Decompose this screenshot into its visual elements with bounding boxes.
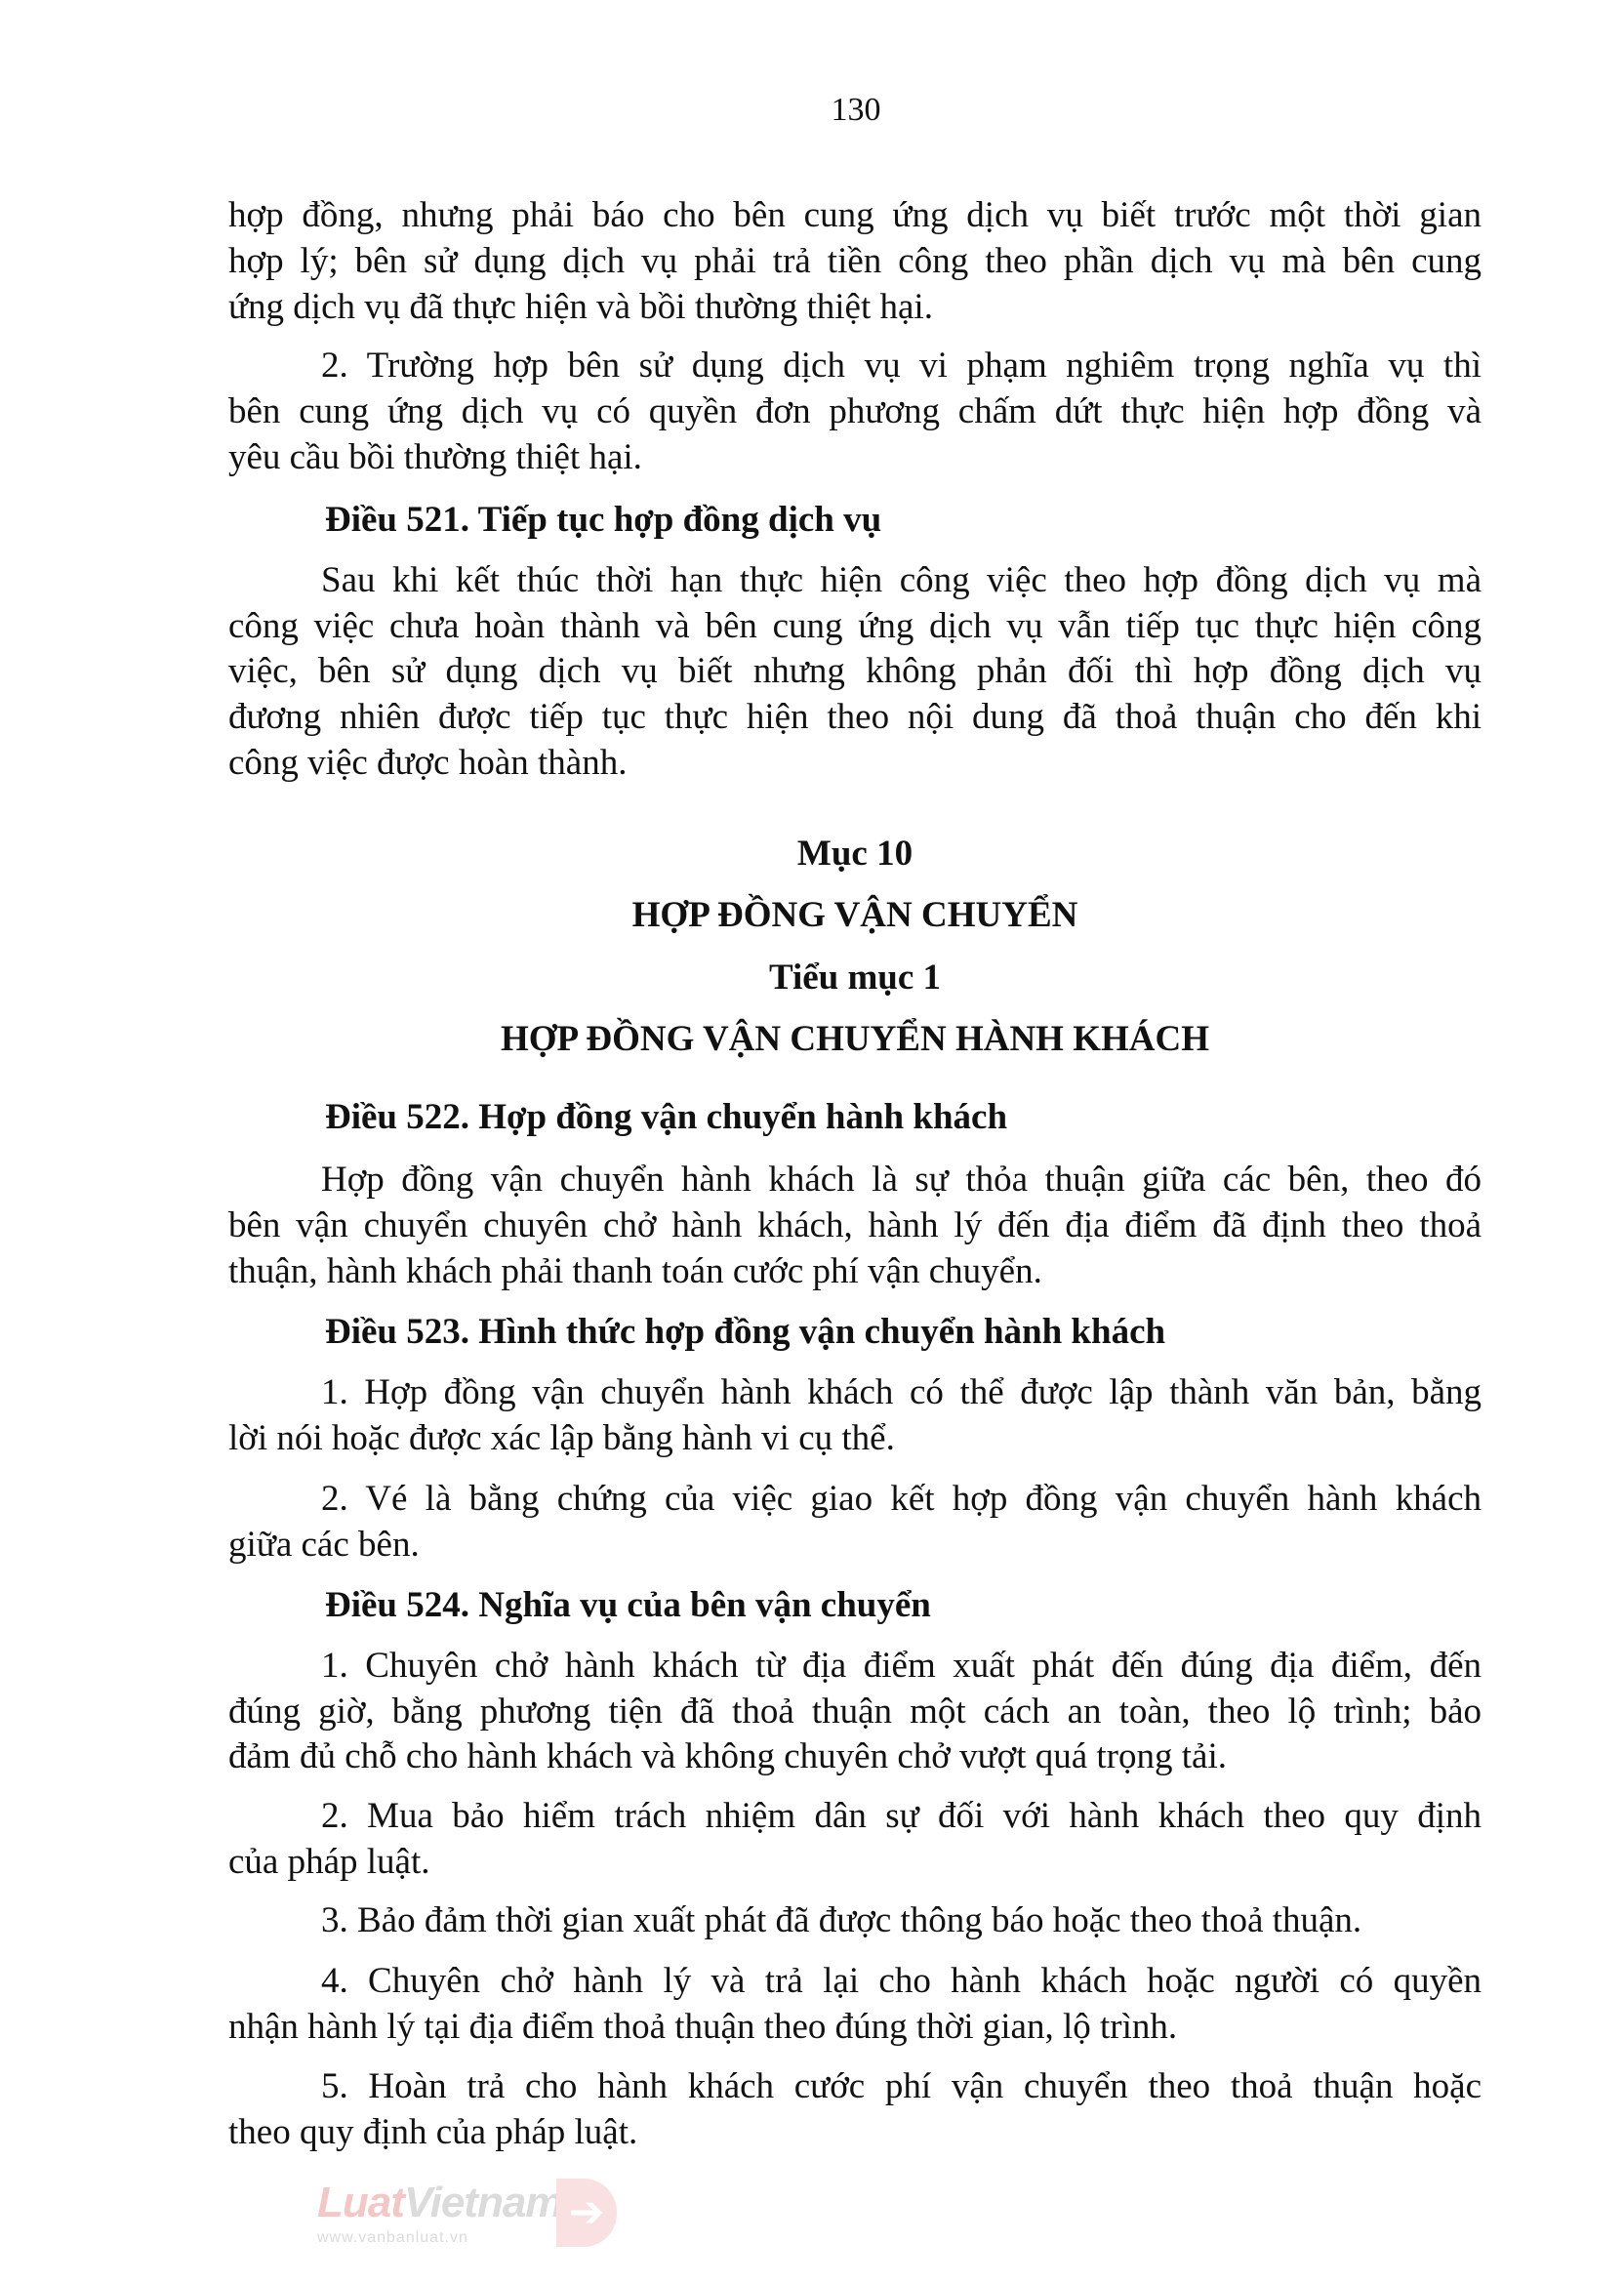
text-line: 3. Bảo đảm thời gian xuất phát đã được thông báo hoặc theo thoả thuận. xyxy=(321,1900,1362,1940)
text-line: việc, bên sử dụng dịch vụ biết nhưng không phản đối thì hợp đồng dịch vụ xyxy=(228,651,1482,691)
text-line: của pháp luật. xyxy=(228,1842,430,1882)
text-line: 1. Chuyên chở hành khách từ địa điểm xuất phát đến đúng địa điểm, đến xyxy=(321,1646,1482,1686)
text-line: đúng giờ, bằng phương tiện đã thoả thuận một cách an toàn, theo lộ trình; bảo xyxy=(228,1692,1482,1732)
arrow-right-icon: ➔ xyxy=(556,2179,617,2247)
text-line: 2. Trường hợp bên sử dụng dịch vụ vi phạm nghiêm trọng nghĩa vụ thì xyxy=(321,346,1482,386)
text-line: hợp lý; bên sử dụng dịch vụ phải trả tiền công theo phần dịch vụ mà bên cung xyxy=(228,241,1482,281)
text-line: 5. Hoàn trả cho hành khách cước phí vận chuyển theo thoả thuận hoặc xyxy=(321,2066,1482,2106)
logo-name-part: Luat xyxy=(317,2179,404,2226)
text-line: bên cung ứng dịch vụ có quyền đơn phương chấm dứt thực hiện hợp đồng và xyxy=(228,391,1482,431)
article-heading: Điều 523. Hình thức hợp đồng vận chuyển hành khách xyxy=(325,1312,1166,1352)
section-title: Mục 10 xyxy=(796,834,914,874)
logo-name-part: Vietnam xyxy=(403,2179,563,2226)
text-line: 2. Mua bảo hiểm trách nhiệm dân sự đối với hành khách theo quy định xyxy=(321,1796,1482,1836)
section-title: Tiểu mục 1 xyxy=(768,958,942,998)
text-line: lời nói hoặc được xác lập bằng hành vi cụ thể. xyxy=(228,1418,895,1458)
logo-url: www.vanbanluat.vn xyxy=(317,2229,468,2246)
text-line: bên vận chuyển chuyên chở hành khách, hành lý đến địa điểm đã định theo thoả xyxy=(228,1205,1482,1245)
text-line: 2. Vé là bằng chứng của việc giao kết hợp đồng vận chuyển hành khách xyxy=(321,1479,1482,1519)
text-line: theo quy định của pháp luật. xyxy=(228,2112,638,2152)
text-line: Hợp đồng vận chuyển hành khách là sự thỏa thuận giữa các bên, theo đó xyxy=(321,1160,1482,1200)
text-line: Sau khi kết thúc thời hạn thực hiện công việc theo hợp đồng dịch vụ mà xyxy=(321,560,1482,600)
page-number: 130 xyxy=(831,92,881,128)
text-line: giữa các bên. xyxy=(228,1525,420,1565)
section-title: HỢP ĐỒNG VẬN CHUYỂN xyxy=(631,895,1078,935)
text-line: nhận hành lý tại địa điểm thoả thuận theo đúng thời gian, lộ trình. xyxy=(228,2007,1178,2047)
article-heading: Điều 522. Hợp đồng vận chuyển hành khách xyxy=(325,1097,1008,1137)
luatvietnam-logo xyxy=(317,2179,610,2255)
article-heading: Điều 524. Nghĩa vụ của bên vận chuyển xyxy=(325,1585,931,1625)
section-title: HỢP ĐỒNG VẬN CHUYỂN HÀNH KHÁCH xyxy=(501,1019,1209,1059)
text-line: hợp đồng, nhưng phải báo cho bên cung ứng dịch vụ biết trước một thời gian xyxy=(228,195,1482,235)
text-line: thuận, hành khách phải thanh toán cước phí vận chuyển. xyxy=(228,1251,1042,1291)
text-line: 4. Chuyên chở hành lý và trả lại cho hành khách hoặc người có quyền xyxy=(321,1961,1482,2001)
text-line: yêu cầu bồi thường thiệt hại. xyxy=(228,437,642,477)
text-line: công việc chưa hoàn thành và bên cung ứng dịch vụ vẫn tiếp tục thực hiện công xyxy=(228,606,1482,646)
text-line: 1. Hợp đồng vận chuyển hành khách có thể được lập thành văn bản, bằng xyxy=(321,1372,1482,1412)
text-line: ứng dịch vụ đã thực hiện và bồi thường thiệt hại. xyxy=(228,287,933,327)
text-line: công việc được hoàn thành. xyxy=(228,743,628,783)
logo-name xyxy=(317,2179,562,2227)
article-heading: Điều 521. Tiếp tục hợp đồng dịch vụ xyxy=(325,500,882,540)
text-line: đảm đủ chỗ cho hành khách và không chuyên chở vượt quá trọng tải. xyxy=(228,1736,1227,1776)
text-line: đương nhiên được tiếp tục thực hiện theo nội dung đã thoả thuận cho đến khi xyxy=(228,697,1482,737)
